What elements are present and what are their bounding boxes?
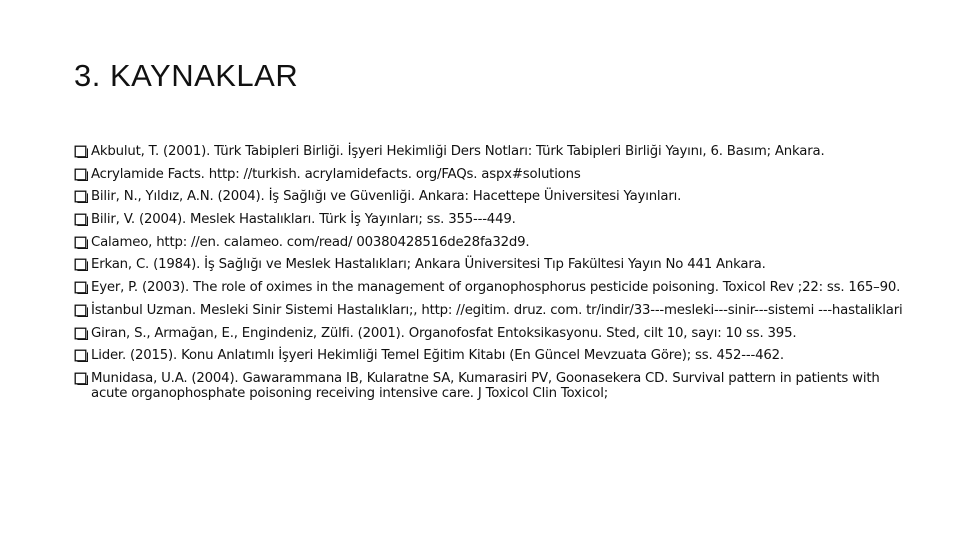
reference-text: Eyer, P. (2003). The role of oximes in the management of organophosphorus pesticide poisoning. Toxicol Rev ;22: ss. 165–90.	[91, 280, 901, 296]
checkbox-bullet-icon	[74, 168, 89, 181]
checkbox-bullet-icon	[74, 236, 89, 249]
reference-text: Giran, S., Armağan, E., Engindeniz, Zülfi. (2001). Organofosfat Entoksikasyonu. Sted, cilt 10, sayı: 10 ss. 395.	[91, 325, 797, 341]
list-item	[74, 257, 912, 273]
list-item	[74, 189, 912, 205]
list-item	[74, 144, 912, 160]
list-item	[74, 326, 912, 342]
reference-text: Munidasa, U.A. (2004). Gawarammana IB, Kularatne SA, Kumarasiri PV, Goonasekera CD. Survival pattern in patients with acute organophosphate poisoning receiving intensive care. J Toxicol Clin Toxicol;	[91, 370, 880, 402]
list-item	[74, 212, 912, 228]
list-item	[74, 167, 912, 183]
reference-text: Calameo, http: //en. calameo. com/read/ 00380428516de28fa32d9.	[91, 234, 530, 250]
list-item	[74, 371, 912, 402]
reference-text: Lider. (2015). Konu Anlatımlı İşyeri Hekimliği Temel Eğitim Kitabı (En Güncel Mevzuata Göre); ss. 452---462.	[91, 348, 784, 364]
checkbox-bullet-icon	[74, 327, 89, 340]
reference-text: Erkan, C. (1984). İş Sağlığı ve Meslek Hastalıkları; Ankara Üniversitesi Tıp Fakültesi Yayın No 441 Ankara.	[91, 257, 766, 273]
checkbox-bullet-icon	[74, 349, 89, 362]
checkbox-bullet-icon	[74, 304, 89, 317]
checkbox-bullet-icon	[74, 281, 89, 294]
reference-text: Bilir, V. (2004). Meslek Hastalıkları. Türk İş Yayınları; ss. 355---449.	[91, 212, 516, 228]
checkbox-bullet-icon	[74, 258, 89, 271]
list-item	[74, 303, 912, 319]
reference-list	[74, 144, 912, 409]
list-item	[74, 235, 912, 251]
list-item	[74, 280, 912, 296]
checkbox-bullet-icon	[74, 372, 89, 385]
checkbox-bullet-icon	[74, 213, 89, 226]
checkbox-bullet-icon	[74, 190, 89, 203]
page-title: 3. KAYNAKLAR	[74, 58, 299, 93]
reference-text: Bilir, N., Yıldız, A.N. (2004). İş Sağlığı ve Güvenliği. Ankara: Hacettepe Üniversitesi Yayınları.	[91, 189, 682, 205]
checkbox-bullet-icon	[74, 145, 89, 158]
list-item	[74, 348, 912, 364]
reference-text: İstanbul Uzman. Mesleki Sinir Sistemi Hastalıkları;, http: //egitim. druz. com. tr/indir/33---mesleki---sinir---sistemi ---hastaliklari	[91, 302, 903, 318]
reference-text: Akbulut, T. (2001). Türk Tabipleri Birliği. İşyeri Hekimliği Ders Notları: Türk Tabipleri Birliği Yayını, 6. Basım; Ankara.	[91, 144, 825, 159]
reference-text: Acrylamide Facts. http: //turkish. acrylamidefacts. org/FAQs. aspx#solutions	[91, 166, 581, 182]
